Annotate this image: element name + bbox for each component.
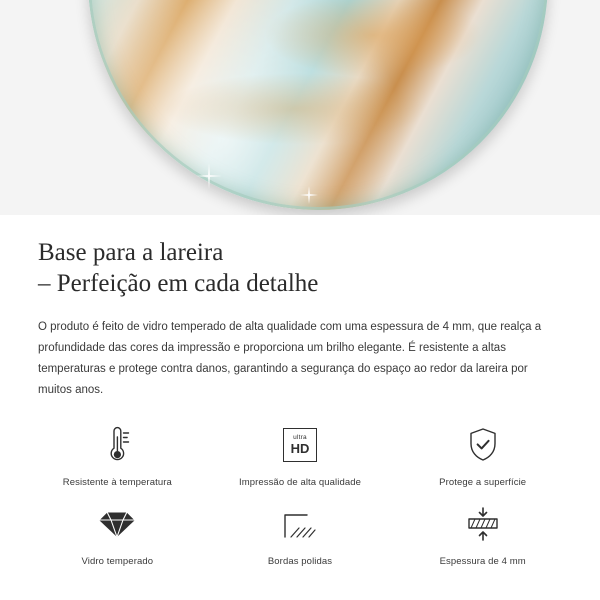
feature-item <box>391 502 574 567</box>
feature-caption: Protege a superfície <box>439 477 527 488</box>
feature-caption: Espessura de 4 mm <box>439 556 526 567</box>
body-text: O produto é feito de vidro temperado de alta qualidade com uma espessura de 4 mm, que realça a profundidade das cores da impressão e proporciona um brilho elegante. É resistente a altas temperaturas e protege contra danos, garantindo a segurança do espaço ao redor da lareira por muitos anos. <box>38 321 542 396</box>
diamond-icon <box>97 502 137 546</box>
shield-check-icon <box>466 423 500 467</box>
thermometer-icon <box>100 423 134 467</box>
feature-caption: Bordas polidas <box>267 556 333 567</box>
ultra-hd-icon <box>283 423 317 467</box>
thickness-arrows-icon <box>461 502 505 546</box>
sparkle-icon <box>196 163 222 189</box>
hero-image <box>0 0 600 215</box>
page-title <box>38 237 562 299</box>
feature-grid <box>26 423 574 567</box>
feature-item <box>209 502 392 567</box>
headline-line-2: – Perfeição em cada detalhe <box>38 270 319 297</box>
marble-glass-plate-image <box>88 0 548 210</box>
polished-edges-icon <box>281 502 319 546</box>
ultra-hd-badge-bottom: HD <box>290 441 310 457</box>
feature-caption: Resistente à temperatura <box>62 477 172 488</box>
headline-line-1: Base para a lareira <box>38 239 224 266</box>
feature-item <box>391 423 574 488</box>
feature-caption: Vidro temperado <box>81 556 154 567</box>
content-area <box>0 215 600 567</box>
feature-caption: Impressão de alta qualidade <box>238 477 362 488</box>
feature-item <box>26 423 209 488</box>
feature-item <box>209 423 392 488</box>
feature-item <box>26 502 209 567</box>
ultra-hd-badge-top: ultra <box>293 433 307 441</box>
sparkle-icon <box>300 186 318 204</box>
